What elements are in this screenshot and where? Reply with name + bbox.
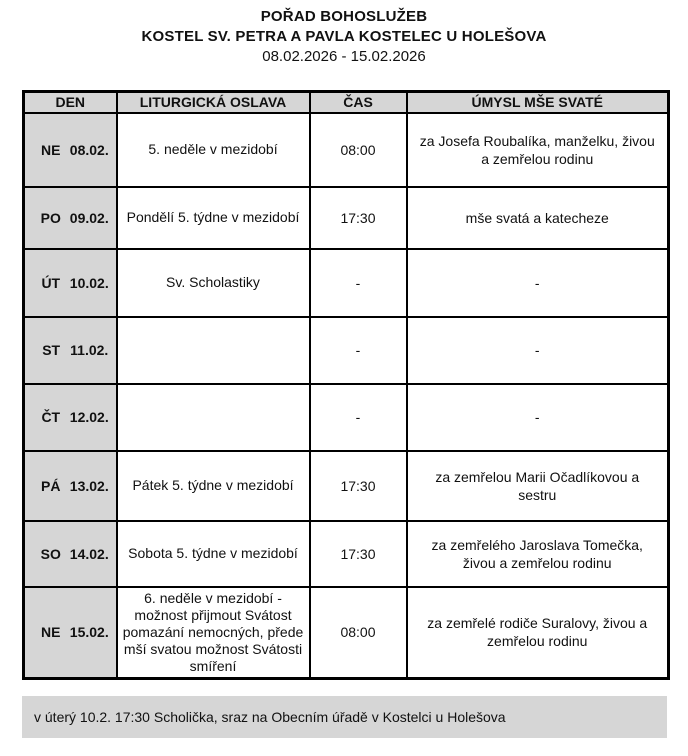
day-cell xyxy=(24,521,117,587)
day-abbr: ST xyxy=(42,342,61,358)
table-row xyxy=(24,249,669,317)
intention-cell: - xyxy=(407,384,669,451)
celebration-cell: 6. neděle v mezidobí - možnost přijmout Svátost pomazání nemocných, přede mší svatou možnost Svátosti smíření xyxy=(117,587,310,679)
day-date: 08.02. xyxy=(69,141,109,158)
day-cell xyxy=(24,249,117,317)
church-name: KOSTEL SV. PETRA A PAVLA KOSTELEC U HOLEŠOVA xyxy=(141,28,547,45)
intention-cell: za Josefa Roubalíka, manželku, živou a zemřelou rodinu xyxy=(407,113,669,187)
celebration-cell: Sobota 5. týdne v mezidobí xyxy=(117,521,310,587)
table-row xyxy=(24,187,669,249)
celebration-cell: Sv. Scholastiky xyxy=(117,249,310,317)
document-title: POŘAD BOHOSLUŽEB xyxy=(260,8,428,25)
day-abbr: NE xyxy=(41,141,61,158)
day-cell xyxy=(24,187,117,249)
day-date: 15.02. xyxy=(69,624,109,640)
day-cell xyxy=(24,384,117,451)
time-cell: - xyxy=(310,249,407,317)
column-header-day: DEN xyxy=(24,92,117,113)
intention-cell: za zemřelého Jaroslava Tomečka, živou a zemřelou rodinu xyxy=(407,521,669,587)
time-cell: - xyxy=(310,384,407,451)
date-range: 08.02.2026 - 15.02.2026 xyxy=(262,48,426,65)
service-schedule-table xyxy=(22,90,670,680)
celebration-cell: Pondělí 5. týdne v mezidobí xyxy=(117,187,310,249)
time-cell: - xyxy=(310,317,407,384)
table-row xyxy=(24,587,669,679)
intention-cell: mše svatá a katecheze xyxy=(407,187,669,249)
day-cell xyxy=(24,451,117,521)
document-header xyxy=(0,7,688,67)
intention-cell: - xyxy=(407,249,669,317)
celebration-cell: 5. neděle v mezidobí xyxy=(117,113,310,187)
time-cell: 17:30 xyxy=(310,521,407,587)
time-cell: 17:30 xyxy=(310,451,407,521)
column-header-celebration: LITURGICKÁ OSLAVA xyxy=(117,92,310,113)
time-cell: 08:00 xyxy=(310,113,407,187)
celebration-cell: Pátek 5. týdne v mezidobí xyxy=(117,451,310,521)
table-row xyxy=(24,451,669,521)
day-date: 09.02. xyxy=(69,209,109,226)
day-cell xyxy=(24,587,117,679)
column-header-time: ČAS xyxy=(310,92,407,113)
day-date: 11.02. xyxy=(70,342,109,358)
day-abbr: SO xyxy=(40,545,61,562)
table-row xyxy=(24,113,669,187)
day-abbr: PÁ xyxy=(41,477,61,494)
table-header-row xyxy=(24,92,669,113)
day-cell xyxy=(24,317,117,384)
intention-cell: za zemřelou Marii Očadlíkovou a sestru xyxy=(407,451,669,521)
day-date: 10.02. xyxy=(69,274,109,291)
table-row xyxy=(24,521,669,587)
day-cell xyxy=(24,113,117,187)
intention-cell: - xyxy=(407,317,669,384)
day-abbr: PO xyxy=(40,209,61,226)
celebration-cell xyxy=(117,317,310,384)
announcement-text: v úterý 10.2. 17:30 Scholička, sraz na Obecním úřadě v Kostelci u Holešova xyxy=(34,708,506,725)
day-date: 14.02. xyxy=(69,545,109,562)
day-date: 13.02. xyxy=(69,477,109,494)
day-abbr: NE xyxy=(41,624,61,640)
table-row xyxy=(24,317,669,384)
day-abbr: ČT xyxy=(41,409,61,425)
intention-cell: za zemřelé rodiče Suralovy, živou a zemřelou rodinu xyxy=(407,587,669,679)
celebration-cell xyxy=(117,384,310,451)
announcement-bar xyxy=(22,696,667,738)
table-row xyxy=(24,384,669,451)
time-cell: 17:30 xyxy=(310,187,407,249)
day-abbr: ÚT xyxy=(41,274,61,291)
time-cell: 08:00 xyxy=(310,587,407,679)
day-date: 12.02. xyxy=(69,409,109,425)
column-header-intention: ÚMYSL MŠE SVATÉ xyxy=(407,92,669,113)
